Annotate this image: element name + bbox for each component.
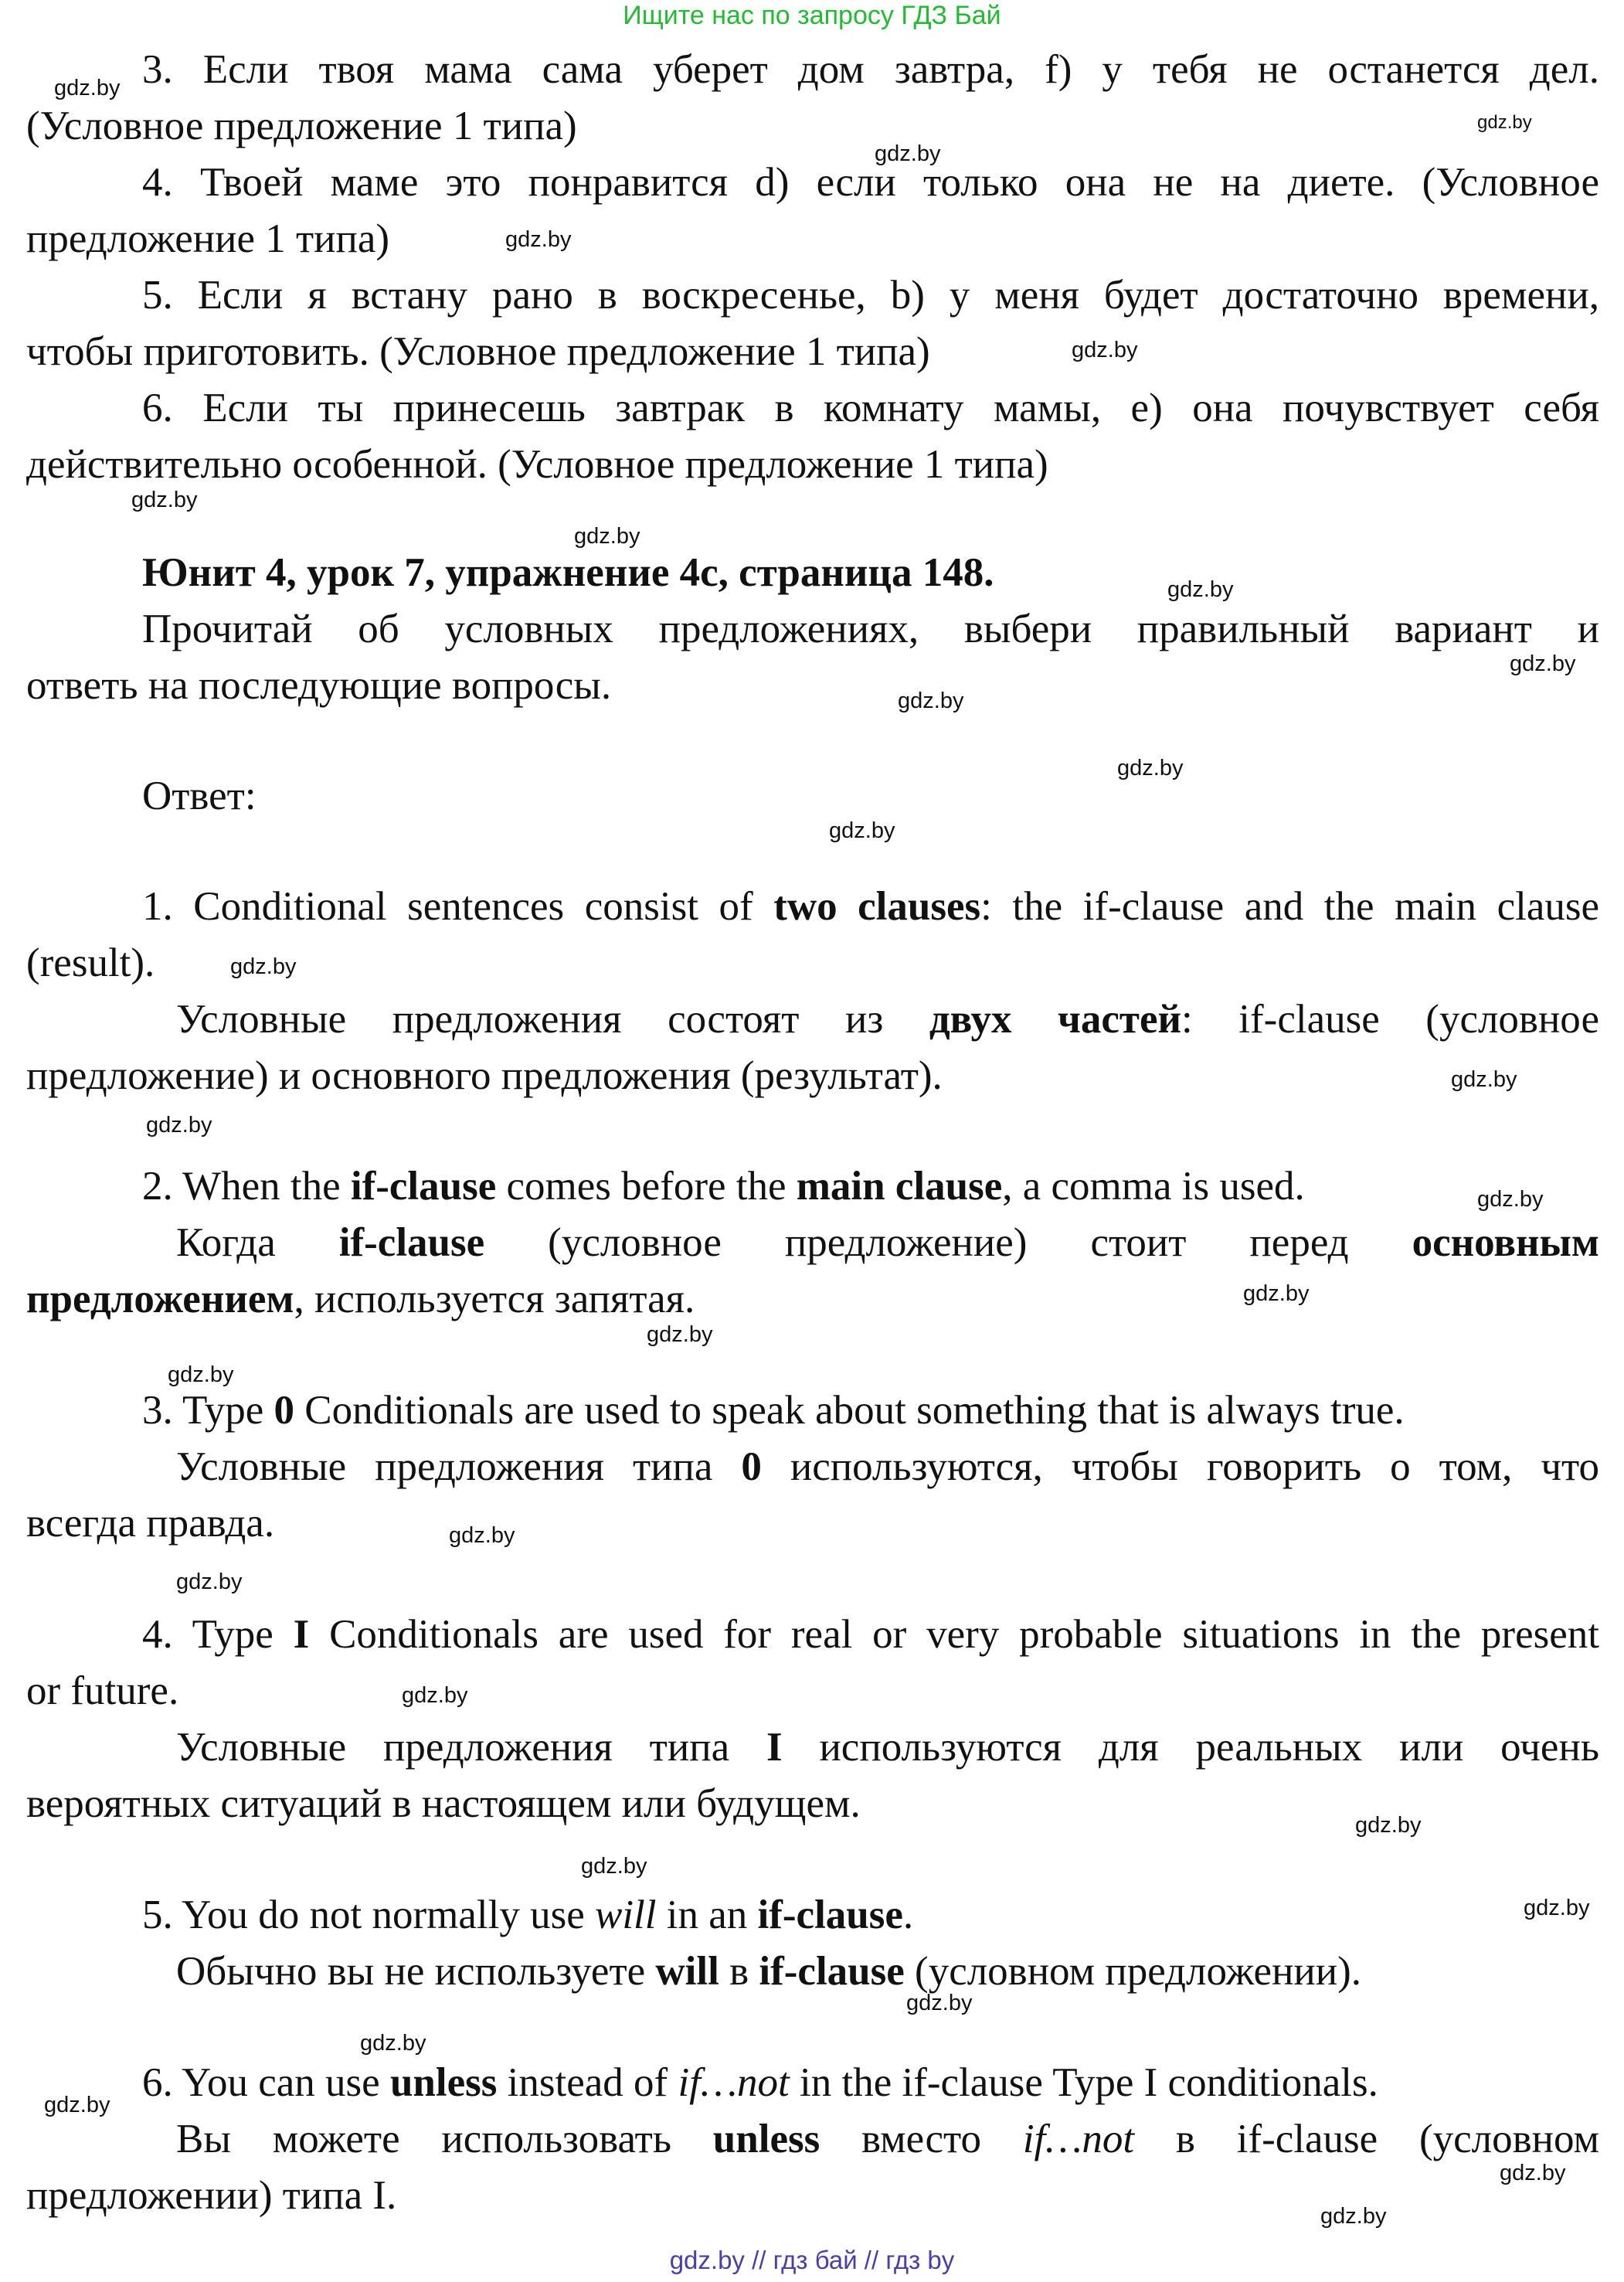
exercise-heading: Юнит 4, урок 7, упражнение 4с, страница 148.	[142, 550, 994, 595]
prev-line-6-cont: действительно особенной. (Условное предложение 1 типа)	[26, 442, 1048, 487]
item-6-ru-cont: предложении) типа I.	[26, 2173, 397, 2218]
top-banner[interactable]: Ищите нас по запросу ГДЗ Бай	[623, 1, 1001, 30]
item-1-en-cont: (result).	[26, 940, 155, 985]
watermark: gdz.by	[1355, 1813, 1422, 1838]
watermark: gdz.by	[1117, 756, 1184, 781]
watermark: gdz.by	[360, 2031, 426, 2056]
item-6-en: 6. You can use unless instead of if…not in the if-clause Type I conditionals.	[142, 2060, 1378, 2105]
watermark: gdz.by	[449, 1523, 515, 1548]
watermark: gdz.by	[581, 1854, 647, 1879]
watermark: gdz.by	[647, 1322, 713, 1347]
task-line-1: Прочитай об условных предложениях, выбери правильный вариант и	[142, 607, 1599, 651]
watermark: gdz.by	[1243, 1281, 1310, 1306]
watermark: gdz.by	[1500, 2161, 1566, 2185]
watermark: gdz.by	[1477, 112, 1532, 133]
item-4-en-cont: or future.	[26, 1668, 179, 1713]
watermark: gdz.by	[906, 1991, 973, 2015]
item-3-ru: Условные предложения типа 0 используются, чтобы говорить о том, что	[176, 1444, 1599, 1489]
watermark: gdz.by	[1072, 338, 1138, 362]
bottom-banner[interactable]: gdz.by // гдз бай // гдз by	[669, 2246, 955, 2274]
prev-line-5-cont: чтобы приготовить. (Условное предложение 1 типа)	[26, 329, 930, 374]
watermark: gdz.by	[168, 1362, 234, 1387]
item-1-en: 1. Conditional sentences consist of two clauses: the if-clause and the main clause	[142, 884, 1599, 929]
watermark: gdz.by	[829, 818, 895, 843]
watermark: gdz.by	[898, 689, 964, 713]
prev-line-4-cont: предложение 1 типа)	[26, 216, 390, 261]
watermark: gdz.by	[1451, 1067, 1517, 1092]
item-1-ru: Условные предложения состоят из двух частей: if-clause (условное	[176, 997, 1599, 1042]
item-4-ru-cont: вероятных ситуаций в настоящем или будущем.	[26, 1781, 861, 1826]
watermark: gdz.by	[131, 488, 198, 512]
prev-line-3-cont: (Условное предложение 1 типа)	[26, 104, 577, 148]
task-line-2: ответь на последующие вопросы.	[26, 663, 612, 708]
item-4-ru: Условные предложения типа I используются для реальных или очень	[176, 1725, 1599, 1770]
watermark: gdz.by	[1524, 1896, 1590, 1920]
watermark: gdz.by	[176, 1570, 243, 1594]
prev-line-4: 4. Твоей маме это понравится d) если только она не на диете. (Условное	[142, 160, 1599, 205]
watermark: gdz.by	[44, 2093, 110, 2117]
watermark: gdz.by	[146, 1113, 212, 1138]
watermark: gdz.by	[402, 1683, 468, 1708]
watermark: gdz.by	[505, 227, 572, 252]
item-1-ru-cont: предложение) и основного предложения (результат).	[26, 1053, 943, 1098]
item-2-ru: Когда if-clause (условное предложение) стоит перед основным	[176, 1220, 1599, 1265]
item-3-ru-cont: всегда правда.	[26, 1501, 275, 1546]
prev-line-3: 3. Если твоя мама сама уберет дом завтра, f) у тебя не останется дел.	[142, 47, 1599, 92]
watermark: gdz.by	[574, 524, 640, 549]
item-5-ru: Обычно вы не используете will в if-clause (условном предложении).	[176, 1949, 1362, 1994]
watermark: gdz.by	[875, 141, 941, 166]
item-3-en: 3. Type 0 Conditionals are used to speak about something that is always true.	[142, 1388, 1405, 1433]
watermark: gdz.by	[1167, 577, 1234, 602]
item-6-ru: Вы можете использовать unless вместо if…not в if-clause (условном	[176, 2117, 1599, 2161]
watermark: gdz.by	[1510, 651, 1576, 676]
prev-line-5: 5. Если я встану рано в воскресенье, b) у меня будет достаточно времени,	[142, 273, 1599, 318]
watermark: gdz.by	[1477, 1187, 1544, 1212]
item-4-en: 4. Type I Conditionals are used for real or very probable situations in the present	[142, 1612, 1599, 1657]
item-2-en: 2. When the if-clause comes before the main clause, a comma is used.	[142, 1164, 1305, 1209]
prev-line-6: 6. Если ты принесешь завтрак в комнату мамы, e) она почувствует себя	[142, 386, 1599, 430]
watermark: gdz.by	[54, 76, 121, 100]
watermark: gdz.by	[1320, 2204, 1387, 2229]
answer-label: Ответ:	[142, 774, 257, 818]
watermark: gdz.by	[230, 954, 297, 979]
item-2-ru-cont: предложением, используется запятая.	[26, 1277, 695, 1321]
item-5-en: 5. You do not normally use will in an if-clause.	[142, 1893, 914, 1937]
